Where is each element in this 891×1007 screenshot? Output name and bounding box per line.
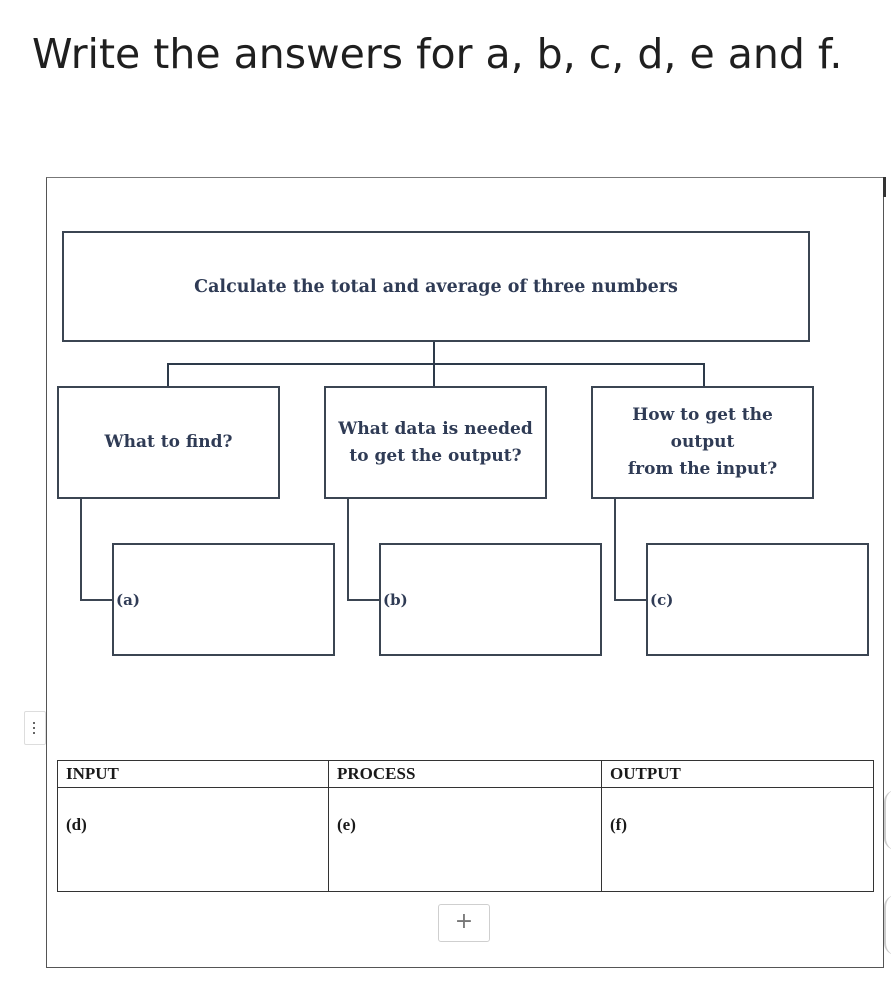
scroll-edge-indicator	[884, 895, 891, 955]
question-heading: Write the answers for a, b, c, d, e and f.	[32, 30, 843, 78]
ipo-table	[57, 760, 874, 892]
answer-box-a[interactable]	[112, 543, 335, 656]
answer-box-b[interactable]	[379, 543, 602, 656]
cell-output-f[interactable]: (f)	[602, 788, 874, 892]
connector-root-stem	[433, 342, 435, 364]
question-line: to get the output?	[349, 445, 522, 466]
answer-label-c: (c)	[650, 591, 674, 609]
question-line: What to find?	[104, 432, 233, 452]
connector-left-drop	[167, 363, 169, 387]
header-process: PROCESS	[329, 761, 602, 788]
connector-c	[614, 499, 650, 601]
question-box-how-to-get-output	[591, 386, 814, 499]
root-label: Calculate the total and average of three numbers	[194, 276, 678, 297]
add-row-button[interactable]: +	[438, 904, 490, 942]
table-header-row	[58, 761, 874, 788]
question-box-data-needed	[324, 386, 547, 499]
question-line: How to get the output	[632, 405, 773, 452]
scroll-edge-indicator	[884, 790, 891, 850]
answer-label-a: (a)	[116, 591, 140, 609]
frame-edge-marker	[883, 177, 886, 197]
question-line: from the input?	[627, 459, 778, 479]
question-line: What data is needed	[338, 418, 533, 439]
connector-mid-drop	[433, 363, 435, 387]
cell-process-e[interactable]: (e)	[329, 788, 602, 892]
connector-horizontal	[167, 363, 705, 365]
drag-handle-icon[interactable]	[24, 711, 46, 745]
question-box-what-to-find	[57, 386, 280, 499]
header-output: OUTPUT	[602, 761, 874, 788]
answer-label-b: (b)	[383, 591, 408, 609]
answer-box-c[interactable]	[646, 543, 869, 656]
header-input: INPUT	[58, 761, 329, 788]
connector-a	[80, 499, 116, 601]
cell-input-d[interactable]: (d)	[58, 788, 329, 892]
connector-right-drop	[703, 363, 705, 387]
table-row	[58, 788, 874, 892]
connector-b	[347, 499, 383, 601]
root-box	[62, 231, 810, 342]
